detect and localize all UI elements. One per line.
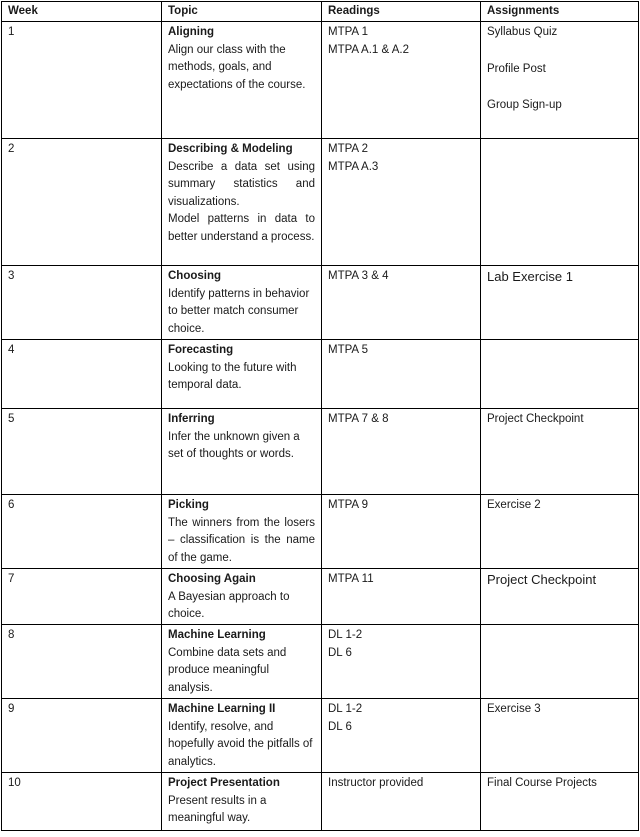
topic-cell bbox=[162, 569, 322, 625]
assignments-cell bbox=[481, 409, 639, 495]
assignment-item: Project Checkpoint bbox=[487, 572, 597, 587]
topic-cell bbox=[162, 625, 322, 699]
topic-description: Model patterns in data to better understand a process. bbox=[168, 213, 315, 243]
week-cell: 2 bbox=[2, 139, 162, 266]
week-cell: 8 bbox=[2, 625, 162, 699]
topic-title: Machine Learning bbox=[168, 629, 266, 641]
week-cell: 9 bbox=[2, 699, 162, 773]
reading-item: MTPA A.3 bbox=[328, 160, 379, 173]
table-row bbox=[2, 409, 639, 495]
topic-description: Align our class with the methods, goals, and expectations of the course. bbox=[168, 43, 306, 91]
topic-cell bbox=[162, 340, 322, 409]
assignments-cell bbox=[481, 773, 639, 831]
week-cell: 6 bbox=[2, 495, 162, 569]
table-row bbox=[2, 699, 639, 773]
table-row bbox=[2, 139, 639, 266]
topic-title: Choosing bbox=[168, 270, 222, 282]
week-cell: 1 bbox=[2, 22, 162, 139]
topic-title: Aligning bbox=[168, 26, 214, 38]
reading-item: MTPA 1 bbox=[328, 26, 369, 38]
week-cell: 7 bbox=[2, 569, 162, 625]
topic-title: Forecasting bbox=[168, 344, 234, 356]
readings-cell bbox=[322, 22, 481, 139]
reading-item: DL 6 bbox=[328, 646, 352, 659]
reading-item: MTPA 2 bbox=[328, 143, 369, 155]
readings-cell bbox=[322, 773, 481, 831]
week-cell: 5 bbox=[2, 409, 162, 495]
reading-item: MTPA 9 bbox=[328, 499, 369, 511]
assignments-cell bbox=[481, 340, 639, 409]
readings-cell bbox=[322, 625, 481, 699]
course-schedule-table bbox=[1, 1, 639, 831]
header-readings: Readings bbox=[322, 2, 481, 22]
topic-title: Choosing Again bbox=[168, 573, 256, 585]
topic-cell bbox=[162, 409, 322, 495]
assignment-item: Group Sign-up bbox=[487, 99, 562, 112]
reading-item: MTPA 3 & 4 bbox=[328, 270, 389, 282]
topic-title: Inferring bbox=[168, 413, 215, 425]
topic-cell bbox=[162, 22, 322, 139]
readings-cell bbox=[322, 569, 481, 625]
week-cell: 4 bbox=[2, 340, 162, 409]
topic-title: Machine Learning II bbox=[168, 703, 276, 715]
topic-description: Infer the unknown given a set of thoughts or words. bbox=[168, 430, 300, 461]
assignment-item: Exercise 2 bbox=[487, 499, 541, 511]
topic-cell bbox=[162, 139, 322, 266]
week-cell: 3 bbox=[2, 266, 162, 340]
readings-cell bbox=[322, 340, 481, 409]
assignments-cell bbox=[481, 625, 639, 699]
reading-item: MTPA 7 & 8 bbox=[328, 413, 389, 425]
assignments-cell bbox=[481, 699, 639, 773]
topic-cell bbox=[162, 699, 322, 773]
reading-item: MTPA 11 bbox=[328, 573, 374, 585]
assignment-item: Syllabus Quiz bbox=[487, 26, 558, 38]
topic-description: Identify, resolve, and hopefully avoid the pitfalls of analytics. bbox=[168, 720, 313, 768]
header-week: Week bbox=[2, 2, 162, 22]
readings-cell bbox=[322, 139, 481, 266]
topic-description: Describe a data set using summary statistics and visualizations. bbox=[168, 160, 315, 208]
reading-item: MTPA A.1 & A.2 bbox=[328, 43, 409, 56]
reading-item: MTPA 5 bbox=[328, 344, 369, 356]
reading-item: Instructor provided bbox=[328, 777, 424, 789]
assignment-item: Project Checkpoint bbox=[487, 413, 584, 425]
table-row bbox=[2, 625, 639, 699]
topic-description: Identify patterns in behavior to better match consumer choice. bbox=[168, 287, 310, 335]
topic-cell bbox=[162, 266, 322, 340]
table-row bbox=[2, 569, 639, 625]
assignments-cell bbox=[481, 569, 639, 625]
assignments-cell bbox=[481, 266, 639, 340]
assignments-cell bbox=[481, 22, 639, 139]
readings-cell bbox=[322, 266, 481, 340]
topic-description: The winners from the losers – classification is the name of the game. bbox=[168, 516, 315, 564]
assignment-item: Lab Exercise 1 bbox=[487, 269, 573, 284]
reading-item: DL 6 bbox=[328, 720, 352, 733]
assignment-item: Final Course Projects bbox=[487, 777, 597, 789]
header-assignments: Assignments bbox=[481, 2, 639, 22]
assignments-cell bbox=[481, 139, 639, 266]
readings-cell bbox=[322, 409, 481, 495]
topic-description: Present results in a meaningful way. bbox=[168, 794, 267, 825]
assignment-item: Exercise 3 bbox=[487, 703, 541, 715]
header-row bbox=[2, 2, 639, 22]
topic-description: Combine data sets and produce meaningful analysis. bbox=[168, 646, 287, 694]
reading-item: DL 1-2 bbox=[328, 629, 363, 641]
assignments-cell bbox=[481, 495, 639, 569]
table-row bbox=[2, 773, 639, 831]
topic-cell bbox=[162, 773, 322, 831]
readings-cell bbox=[322, 495, 481, 569]
topic-description: A Bayesian approach to choice. bbox=[168, 590, 290, 621]
table-row bbox=[2, 22, 639, 139]
table-row bbox=[2, 495, 639, 569]
readings-cell bbox=[322, 699, 481, 773]
topic-title: Project Presentation bbox=[168, 777, 280, 789]
topic-title: Picking bbox=[168, 499, 209, 511]
topic-title: Describing & Modeling bbox=[168, 143, 293, 155]
table-row bbox=[2, 266, 639, 340]
table-row bbox=[2, 340, 639, 409]
week-cell: 10 bbox=[2, 773, 162, 831]
topic-description: Looking to the future with temporal data. bbox=[168, 361, 297, 392]
reading-item: DL 1-2 bbox=[328, 703, 363, 715]
header-topic: Topic bbox=[162, 2, 322, 22]
topic-cell bbox=[162, 495, 322, 569]
assignment-item: Profile Post bbox=[487, 62, 546, 75]
